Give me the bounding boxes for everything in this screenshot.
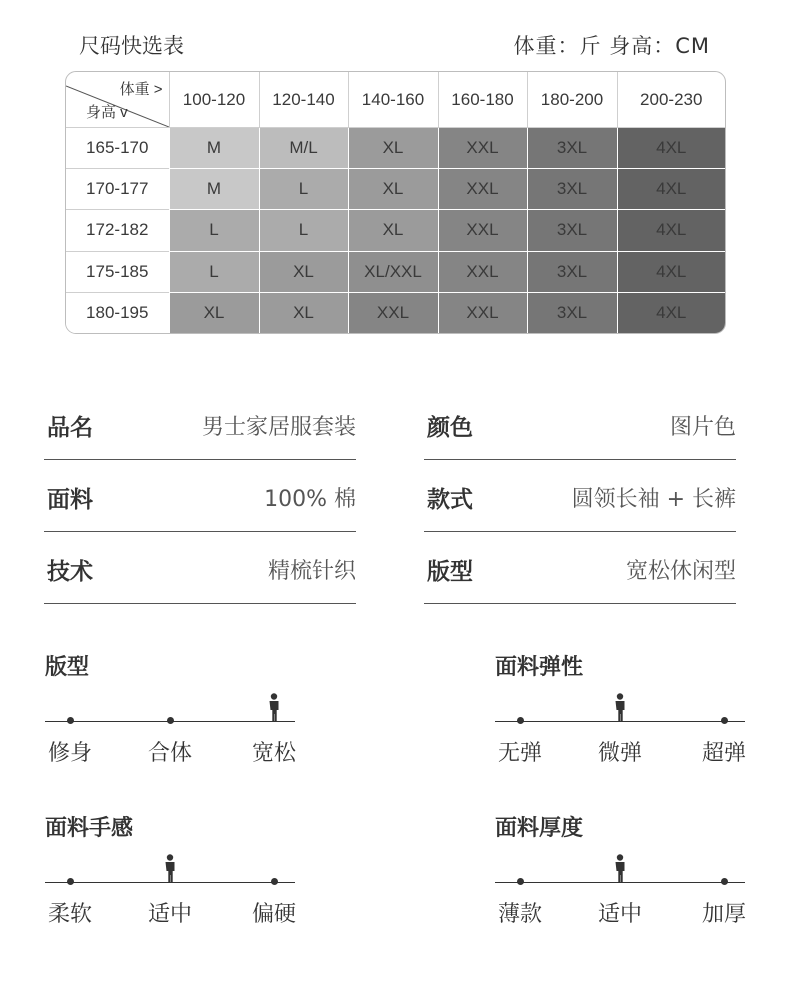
- weight-header: 180-200: [527, 72, 617, 128]
- info-row: [44, 531, 356, 604]
- size-cell: XL: [348, 169, 438, 210]
- info-value: 宽松休闲型: [625, 559, 736, 584]
- size-cell: XXL: [438, 292, 527, 333]
- person-marker-icon: [613, 693, 627, 723]
- size-cell: 4XL: [617, 292, 725, 333]
- size-chart-table: [65, 71, 726, 334]
- size-cell: XL: [259, 292, 348, 333]
- size-cell: XXL: [438, 210, 527, 251]
- person-marker-icon: [613, 854, 627, 884]
- info-key: 品名: [47, 415, 93, 441]
- scale-label: 适中: [147, 902, 193, 927]
- height-range-cell: 172-182: [66, 210, 169, 251]
- info-key: 颜色: [427, 415, 473, 441]
- scale-dot: [721, 717, 728, 724]
- weight-header: 100-120: [169, 72, 259, 128]
- size-cell: L: [169, 210, 259, 251]
- size-cell: XXL: [438, 169, 527, 210]
- size-cell: XXL: [438, 128, 527, 169]
- size-chart-title: 尺码快选表: [79, 34, 184, 58]
- size-cell: XL: [348, 128, 438, 169]
- person-marker-icon: [163, 854, 177, 884]
- scale-label: 偏硬: [251, 902, 297, 927]
- scale-group: [45, 811, 301, 931]
- height-range-cell: 180-195: [66, 292, 169, 333]
- info-value: 100% 棉: [264, 487, 356, 512]
- scale-label: 超弹: [701, 741, 747, 766]
- size-chart-unit-label: 体重：斤 身高：CM: [513, 34, 710, 58]
- size-cell: 3XL: [527, 169, 617, 210]
- size-cell: 4XL: [617, 251, 725, 292]
- table-row: [66, 128, 725, 169]
- info-value: 图片色: [669, 415, 736, 440]
- height-range-cell: 165-170: [66, 128, 169, 169]
- info-row: [424, 387, 736, 460]
- info-key: 技术: [47, 559, 93, 585]
- weight-header: 160-180: [438, 72, 527, 128]
- size-cell: M: [169, 128, 259, 169]
- size-cell: XL/XXL: [348, 251, 438, 292]
- person-marker-icon: [267, 693, 281, 723]
- corner-weight-label: 体重 >: [119, 81, 163, 98]
- size-cell: XL: [169, 292, 259, 333]
- size-cell: 4XL: [617, 169, 725, 210]
- scale-group: [495, 811, 751, 931]
- size-cell: XL: [259, 251, 348, 292]
- weight-header: 140-160: [348, 72, 438, 128]
- info-key: 版型: [427, 559, 473, 585]
- scale-label: 修身: [47, 741, 93, 766]
- info-key: 款式: [427, 487, 473, 513]
- height-range-cell: 175-185: [66, 251, 169, 292]
- scale-dot: [517, 878, 524, 885]
- table-row: [66, 169, 725, 210]
- scale-label: 加厚: [701, 902, 747, 927]
- size-cell: XL: [348, 210, 438, 251]
- scale-label: 微弹: [597, 741, 643, 766]
- scale-dot: [67, 878, 74, 885]
- scale-label: 合体: [147, 741, 193, 766]
- info-key: 面料: [47, 487, 93, 513]
- scale-dot: [167, 717, 174, 724]
- table-corner-header: [66, 72, 169, 128]
- table-row: [66, 292, 725, 333]
- height-range-cell: 170-177: [66, 169, 169, 210]
- table-row: [66, 210, 725, 251]
- scale-label: 宽松: [251, 741, 297, 766]
- scale-label: 适中: [597, 902, 643, 927]
- info-row: [424, 459, 736, 532]
- scale-title: 面料手感: [45, 816, 134, 841]
- scale-group: [495, 650, 751, 770]
- size-cell: 3XL: [527, 128, 617, 169]
- weight-header: 120-140: [259, 72, 348, 128]
- scale-label: 薄款: [497, 902, 543, 927]
- info-value: 男士家居服套装: [201, 415, 356, 440]
- size-cell: 3XL: [527, 210, 617, 251]
- scale-title: 面料弹性: [495, 655, 584, 680]
- scale-title: 面料厚度: [495, 816, 584, 841]
- table-row: [66, 251, 725, 292]
- size-cell: 3XL: [527, 251, 617, 292]
- scale-title: 版型: [45, 655, 90, 680]
- size-cell: XXL: [348, 292, 438, 333]
- weight-header: 200-230: [617, 72, 725, 128]
- info-row: [44, 459, 356, 532]
- size-cell: L: [259, 169, 348, 210]
- scale-label: 柔软: [47, 902, 93, 927]
- size-cell: L: [259, 210, 348, 251]
- info-row: [424, 531, 736, 604]
- scale-group: [45, 650, 301, 770]
- size-cell: 4XL: [617, 128, 725, 169]
- size-cell: M: [169, 169, 259, 210]
- info-row: [44, 387, 356, 460]
- size-cell: M/L: [259, 128, 348, 169]
- corner-height-label: 身高 v: [86, 104, 128, 121]
- scale-label: 无弹: [497, 741, 543, 766]
- scale-dot: [271, 878, 278, 885]
- info-value: 精梳针织: [267, 559, 356, 584]
- size-cell: 3XL: [527, 292, 617, 333]
- scale-dot: [721, 878, 728, 885]
- size-cell: XXL: [438, 251, 527, 292]
- scale-dot: [67, 717, 74, 724]
- size-cell: 4XL: [617, 210, 725, 251]
- size-cell: L: [169, 251, 259, 292]
- info-value: 圆领长袖 + 长裤: [571, 487, 736, 512]
- scale-dot: [517, 717, 524, 724]
